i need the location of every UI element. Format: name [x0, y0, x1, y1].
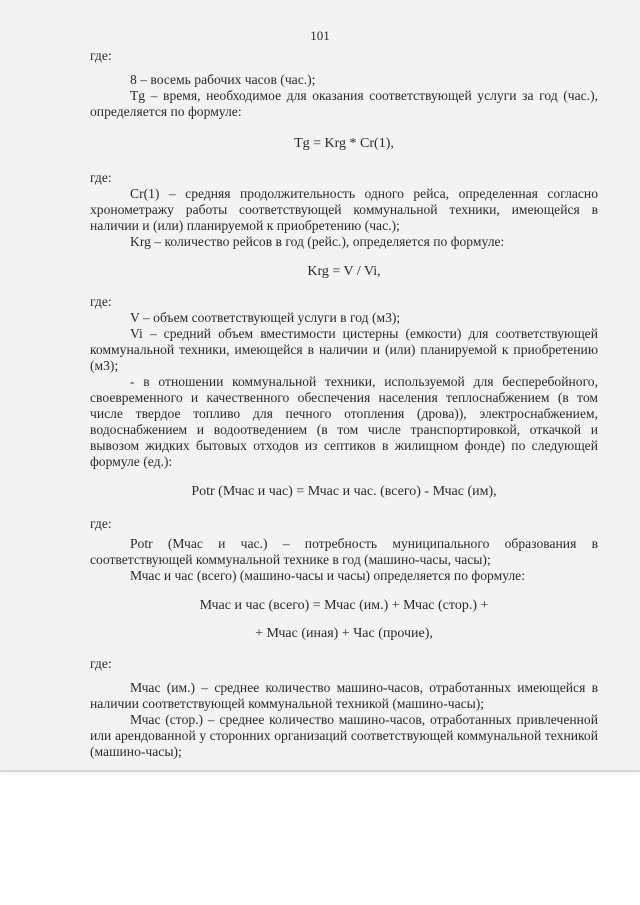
where-label: где:	[90, 48, 112, 63]
paragraph: Krg – количество рейсов в год (рейс.), определяется по формуле:	[130, 234, 505, 249]
paragraph: V – объем соответствующей услуги в год (м3);	[130, 310, 401, 325]
where-label: где:	[90, 656, 112, 671]
paragraph: - в отношении коммунальной техники, используемой для бесперебойного, своевременного и качественного обеспечения населения теплоснабжением (в том числе твердое топливо для печного отопления (дрова)), электроснабжением, водоснабжением и водоотведением (в том числе транспортировкой, откачкой и вывозом жидких бытовых отходов из септиков в жилищном фонде) по следующей формуле (ед.):	[90, 374, 598, 469]
where-label: где:	[90, 516, 112, 531]
paragraph: Potr (Мчас и час.) – потребность муниципального образования в соответствующей коммунальной технике в год (машино-часы, часы);	[90, 536, 598, 567]
paragraph: Cr(1) – средняя продолжительность одного рейса, определенная согласно хронометражу работы соответствующей коммунальной техники, имеющейся в наличии и (или) планируемой к приобретению (час.);	[90, 186, 598, 233]
paragraph: Vi – средний объем вместимости цистерны (емкости) для соответствующей коммунальной техники, имеющейся в наличии и (или) планируемой к приобретению (м3);	[90, 326, 598, 373]
paragraph: 8 – восемь рабочих часов (час.);	[130, 72, 316, 87]
paragraph: Мчас (стор.) – среднее количество машино-часов, отработанных привлеченной или арендованной у сторонних организаций соответствующей коммунальной техникой (машино-часы);	[90, 712, 598, 759]
page-content	[90, 48, 598, 760]
page-number: 101	[310, 28, 330, 43]
formula: Potr (Мчас и час) = Мчас и час. (всего) - Мчас (им),	[191, 484, 497, 499]
formula: Мчас и час (всего) = Мчас (им.) + Мчас (стор.) +	[199, 598, 489, 613]
where-label: где:	[90, 170, 112, 185]
paragraph: Tg – время, необходимое для оказания соответствующей услуги за год (час.), определяется по формуле:	[90, 88, 598, 119]
where-label: где:	[90, 294, 112, 309]
formula: + Мчас (иная) + Час (прочие),	[255, 626, 433, 641]
formula: Tg = Krg * Cr(1),	[294, 136, 394, 151]
paragraph: Мчас и час (всего) (машино-часы и часы) определяется по формуле:	[130, 568, 525, 583]
formula: Krg = V / Vi,	[307, 264, 381, 279]
paragraph: Мчас (им.) – среднее количество машино-часов, отработанных имеющейся в наличии соответствующей коммунальной техникой (машино-часы);	[90, 680, 598, 711]
